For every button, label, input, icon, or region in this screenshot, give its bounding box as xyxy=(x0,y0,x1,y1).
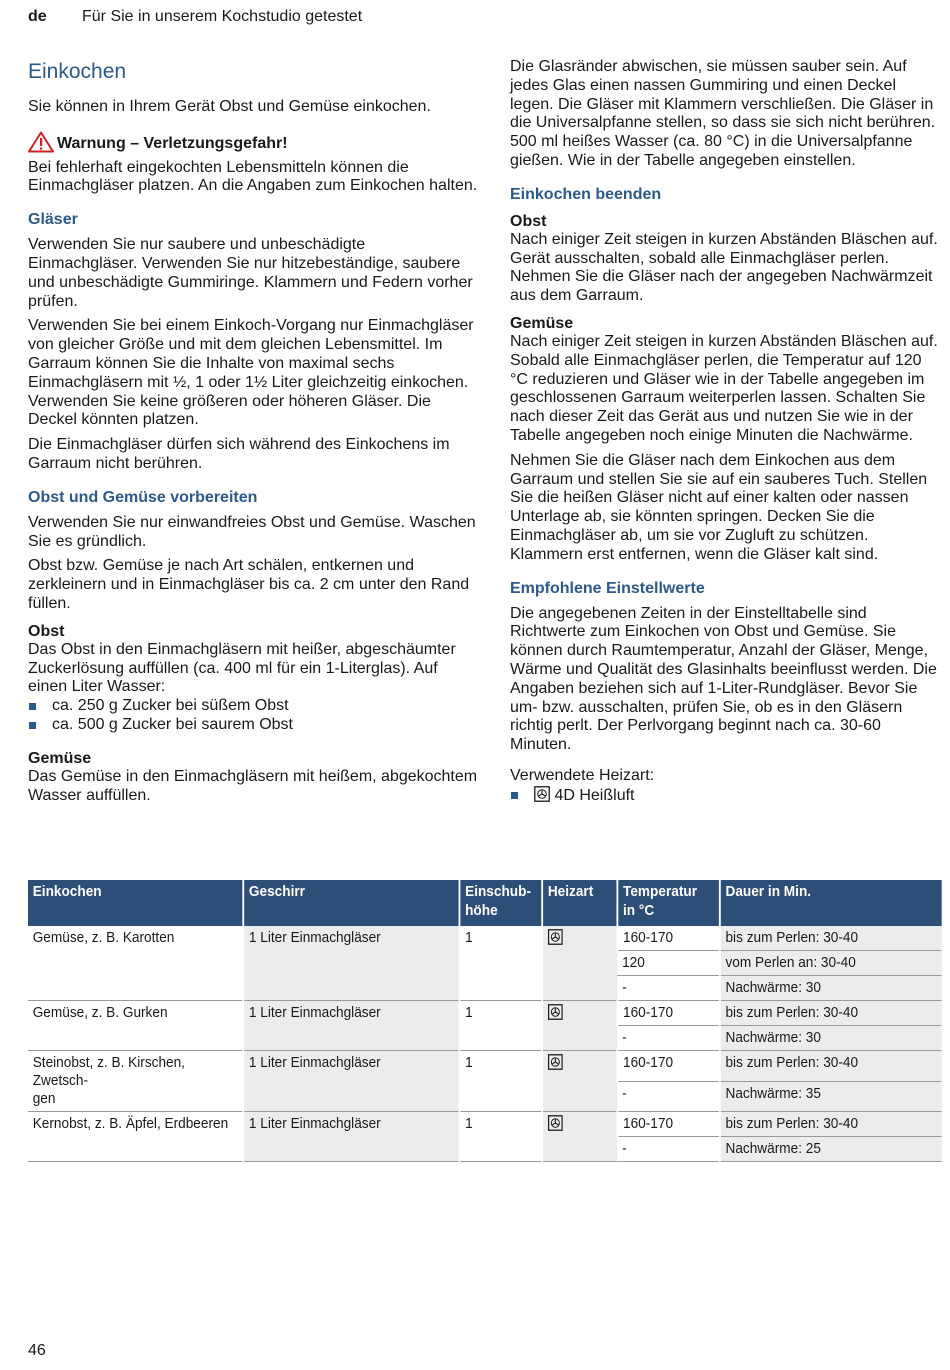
temperature-cell: - xyxy=(617,1026,719,1051)
temperature-cell: 160-170 xyxy=(617,1112,719,1137)
duration-cell: Nachwärme: 25 xyxy=(720,1137,942,1162)
heading-glaeser: Gläser xyxy=(28,211,78,229)
empfohlen-text: Die angegebenen Zeiten in der Einstelltabelle sind Richtwerte zum Einkochen von Obst und Gemüse. Sie können durch Raumtemperatur, Anzahl der Gläser, Menge, Wärme und Qualität des Glasinhalts beeinflusst werden. Die Angaben beziehen sich auf 1-Liter-Rundgläser. Bevor Sie um- bzw. ausschalten, prüfen Sie, ob es in den Gläsern richtig perlt. Der Perlvorgang beginnt nach ca. 30-60 Minuten. xyxy=(510,604,937,754)
dish-cell: 1 Liter Einmachgläser xyxy=(243,1112,459,1162)
dish-cell: 1 Liter Einmachgläser xyxy=(243,1001,459,1051)
after-canning-paragraph: Nehmen Sie die Gläser nach dem Einkochen aus dem Garraum und stellen Sie sie auf ein sauberes Tuch. Stellen Sie die heißen Gläser nicht auf einer kalten oder nassen Unterlage ab, sie könnten springen. Decken Sie die Einmachgläser ab, um sie vor Zugluft zu schützen. Klammern erst entfernen, wenn die Gläser kalt sind. xyxy=(510,451,928,563)
column-header: Dauer in Min. xyxy=(720,880,942,926)
4d-hot-air-icon xyxy=(548,1115,563,1136)
gemuese-beenden-text: Nach einiger Zeit steigen in kurzen Abständen Bläschen auf. Sobald alle Einmachgläser perlen, die Temperatur auf 120 °C reduzieren und Gläser wie in der Tabelle angegeben im geschlossenen Garraum weiterperlen lassen. Schalten Sie nach dieser Zeit das Gerät aus und nutzen Sie wie in der Tabelle angegeben noch einige Minuten die Nachwärme. xyxy=(510,332,938,444)
4d-hot-air-icon xyxy=(548,929,563,950)
vorbereiten-paragraph-1: Verwenden Sie nur einwandfreies Obst und Gemüse. Waschen Sie es gründlich. xyxy=(28,513,476,550)
section-title: Einkochen xyxy=(28,60,127,83)
heating-mode-cell xyxy=(542,1001,617,1051)
column-header: Einschub- höhe xyxy=(459,880,542,926)
temperature-cell: - xyxy=(617,1137,719,1162)
temperature-cell: 160-170 xyxy=(617,1051,719,1082)
table-row xyxy=(28,1001,942,1026)
vorbereiten-paragraph-2: Obst bzw. Gemüse je nach Art schälen, entkernen und zerkleinern und in Einmachgläser bis ca. 2 cm unter den Rand füllen. xyxy=(28,557,470,612)
page-header xyxy=(28,8,362,26)
table-row xyxy=(28,1112,942,1137)
level-cell: 1 xyxy=(459,926,542,1001)
column-header: Temperatur in °C xyxy=(617,880,719,926)
4d-hot-air-icon xyxy=(548,1054,563,1075)
list-item: ca. 250 g Zucker bei süßem Obst xyxy=(28,697,478,716)
temperature-cell: - xyxy=(617,1081,719,1112)
food-cell: Kernobst, z. B. Äpfel, Erdbeeren xyxy=(28,1112,243,1162)
right-column xyxy=(510,58,942,814)
preparation-paragraph: Die Glasränder abwischen, sie müssen sauber sein. Auf jedes Glas einen nassen Gummiring und einen Deckel legen. Die Gläser mit Klammern verschließen. Die Gläser in die Universalpfanne stellen, so dass sie sich nicht berühren. 500 ml heißes Wasser (ca. 80 °C) in die Universalpfanne gießen. Wie in der Tabelle angegeben einstellen. xyxy=(510,58,936,169)
warning-text: Bei fehlerhaft eingekochten Lebensmitteln können die Einmachgläser platzen. An die Angaben zum Einkochen halten. xyxy=(28,158,478,195)
page-number: 46 xyxy=(28,1342,46,1359)
temperature-cell: 160-170 xyxy=(617,926,719,951)
heating-mode-cell xyxy=(542,926,617,1001)
level-cell: 1 xyxy=(459,1001,542,1051)
heading-gemuese-beenden: Gemüse xyxy=(510,314,574,332)
table-header-row xyxy=(28,880,942,926)
duration-cell: bis zum Perlen: 30-40 xyxy=(720,1001,942,1026)
language-code: de xyxy=(28,8,47,25)
canning-settings-table xyxy=(28,880,942,1162)
duration-cell: vom Perlen an: 30-40 xyxy=(720,951,942,976)
glaeser-paragraph-3: Die Einmachgläser dürfen sich während des Einkochens im Garraum nicht berühren. xyxy=(28,436,450,472)
heading-empfohlen: Empfohlene Einstellwerte xyxy=(510,579,705,597)
chapter-title: Für Sie in unserem Kochstudio getestet xyxy=(82,8,363,25)
duration-cell: Nachwärme: 30 xyxy=(720,976,942,1001)
gemuese-text: Das Gemüse in den Einmachgläsern mit heißem, abgekochtem Wasser auffüllen. xyxy=(28,767,478,804)
heizart-list xyxy=(510,786,942,808)
table-row xyxy=(28,926,942,951)
4d-hot-air-icon xyxy=(548,1004,563,1025)
column-header: Geschirr xyxy=(243,880,459,926)
duration-cell: Nachwärme: 35 xyxy=(720,1081,942,1112)
heading-obst: Obst xyxy=(28,622,65,640)
obst-beenden-text: Nach einiger Zeit steigen in kurzen Abständen Bläschen auf. Gerät ausschalten, sobald alle Einmachgläser perlen. Nehmen Sie die Gläser nach der angegeben Nachwärmzeit aus dem Garraum. xyxy=(510,230,938,305)
heading-vorbereiten: Obst und Gemüse vorbereiten xyxy=(28,488,258,506)
level-cell: 1 xyxy=(459,1112,542,1162)
food-cell: Gemüse, z. B. Gurken xyxy=(28,1001,243,1051)
heading-gemuese: Gemüse xyxy=(28,749,92,767)
list-item: ca. 500 g Zucker bei saurem Obst xyxy=(28,716,478,735)
warning-title-text: Warnung – Verletzungsgefahr! xyxy=(57,135,288,153)
dish-cell: 1 Liter Einmachgläser xyxy=(243,926,459,1001)
temperature-cell: 160-170 xyxy=(617,1001,719,1026)
intro-text: Sie können in Ihrem Gerät Obst und Gemüse einkochen. xyxy=(28,98,431,115)
obst-text: Das Obst in den Einmachgläsern mit heißer, abgeschäumter Zuckerlösung auffüllen (ca. 400 ml für ein 1-Literglas). Auf einen Liter Wasser: xyxy=(28,640,456,696)
dish-cell: 1 Liter Einmachgläser xyxy=(243,1051,459,1112)
warning-triangle-icon xyxy=(28,131,57,159)
column-header: Heizart xyxy=(542,880,617,926)
warning-title xyxy=(28,131,478,159)
level-cell: 1 xyxy=(459,1051,542,1112)
food-cell: Gemüse, z. B. Karotten xyxy=(28,926,243,1001)
heading-beenden: Einkochen beenden xyxy=(510,185,662,203)
heizart-label: Verwendete Heizart: xyxy=(510,766,655,784)
column-header: Einkochen xyxy=(28,880,243,926)
duration-cell: bis zum Perlen: 30-40 xyxy=(720,926,942,951)
obst-sugar-list xyxy=(28,697,478,735)
temperature-cell: 120 xyxy=(617,951,719,976)
list-item xyxy=(510,786,942,808)
4d-hot-air-icon xyxy=(534,786,550,808)
glaeser-paragraph-1: Verwenden Sie nur saubere und unbeschädigte Einmachgläser. Verwenden Sie nur hitzebeständige, saubere und unbeschädigte Gummiringe. Klammern und Federn vorher prüfen. xyxy=(28,236,473,310)
food-cell: Steinobst, z. B. Kirschen, Zwetsch- gen xyxy=(28,1051,243,1112)
heading-obst-beenden: Obst xyxy=(510,212,547,230)
table-row xyxy=(28,1051,942,1082)
duration-cell: Nachwärme: 30 xyxy=(720,1026,942,1051)
heizart-name: 4D Heißluft xyxy=(554,786,635,804)
left-column xyxy=(28,58,478,811)
heating-mode-cell xyxy=(542,1112,617,1162)
duration-cell: bis zum Perlen: 30-40 xyxy=(720,1112,942,1137)
heating-mode-cell xyxy=(542,1051,617,1112)
duration-cell: bis zum Perlen: 30-40 xyxy=(720,1051,942,1082)
temperature-cell: - xyxy=(617,976,719,1001)
glaeser-paragraph-2: Verwenden Sie bei einem Einkoch-Vorgang nur Einmachgläser von gleicher Größe und mit dem gleichen Lebensmittel. Im Garraum können Sie die Inhalte von maximal sechs Einmachgläsern mit ½, 1 oder 1½ Liter gleichzeitig einkochen. Verwenden Sie keine größeren oder höheren Gläser. Die Deckel könnten platzen. xyxy=(28,317,474,429)
